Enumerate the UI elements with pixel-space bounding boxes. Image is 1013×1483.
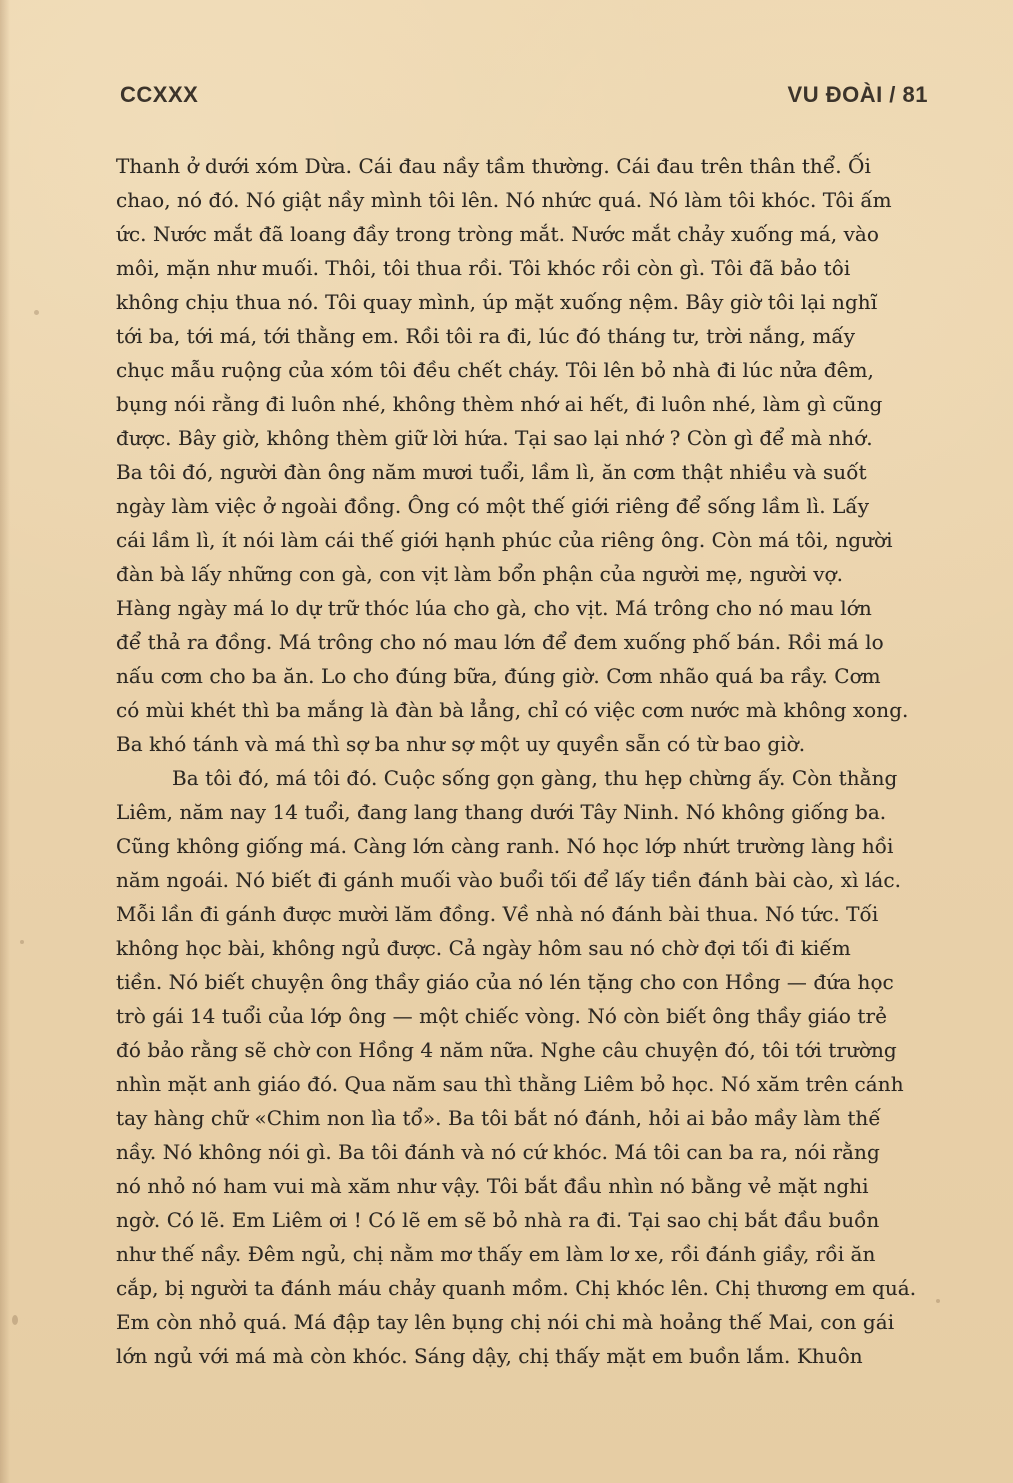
text-line: nấu cơm cho ba ăn. Lo cho đúng bữa, đúng giờ. Cơm nhão quá ba rầy. Cơm (116, 664, 881, 688)
text-line: đó bảo rằng sẽ chờ con Hồng 4 năm nữa. Nghe câu chuyện đó, tôi tới trường (116, 1038, 897, 1062)
text-line: cái lầm lì, ít nói làm cái thế giới hạnh phúc của riêng ông. Còn má tôi, người (116, 528, 893, 552)
text-line: không chịu thua nó. Tôi quay mình, úp mặt xuống nệm. Bây giờ tôi lại nghĩ (116, 290, 878, 314)
text-line: bụng nói rằng đi luôn nhé, không thèm nhớ ai hết, đi luôn nhé, làm gì cũng (116, 392, 883, 416)
text-line: tới ba, tới má, tới thằng em. Rồi tôi ra đi, lúc đó tháng tư, trời nắng, mấy (116, 324, 856, 348)
text-line: Cũng không giống má. Càng lớn càng ranh. Nó học lớp nhứt trường làng hồi (116, 834, 894, 858)
text-line: trò gái 14 tuổi của lớp ông — một chiếc vòng. Nó còn biết ông thầy giáo trẻ (116, 1004, 887, 1028)
text-line: Liêm, năm nay 14 tuổi, đang lang thang dưới Tây Ninh. Nó không giống ba. (116, 800, 887, 824)
text-line: tiền. Nó biết chuyện ông thầy giáo của nó lén tặng cho con Hồng — đứa học (116, 970, 894, 994)
text-line: được. Bây giờ, không thèm giữ lời hứa. Tại sao lại nhớ ? Còn gì để mà nhớ. (116, 426, 873, 450)
text-line: năm ngoái. Nó biết đi gánh muối vào buổi tối để lấy tiền đánh bài cào, xì lác. (116, 868, 902, 892)
text-line: đàn bà lấy những con gà, con vịt làm bổn phận của người mẹ, người vợ. (116, 562, 844, 586)
text-line: tay hàng chữ «Chim non lìa tổ». Ba tôi bắt nó đánh, hỏi ai bảo mầy làm thế (116, 1106, 881, 1130)
section-number: CCXXX (120, 82, 199, 107)
text-line: không học bài, không ngủ được. Cả ngày hôm sau nó chờ đợi tối đi kiếm (116, 936, 851, 960)
text-line: lớn ngủ với má mà còn khóc. Sáng dậy, chị thấy mặt em buồn lắm. Khuôn (116, 1344, 863, 1368)
text-line: ngờ. Có lẽ. Em Liêm ơi ! Có lẽ em sẽ bỏ nhà ra đi. Tại sao chị bắt đầu buồn (116, 1208, 880, 1232)
text-line: có mùi khét thì ba mắng là đàn bà lẳng, chỉ có việc cơm nước mà không xong. (116, 698, 909, 722)
text-line: chục mẫu ruộng của xóm tôi đều chết cháy. Tôi lên bỏ nhà đi lúc nửa đêm, (116, 358, 874, 382)
text-line: Ba tôi đó, má tôi đó. Cuộc sống gọn gàng, thu hẹp chừng ấy. Còn thằng (172, 766, 898, 790)
page-header (120, 72, 928, 112)
text-line: môi, mặn như muối. Thôi, tôi thua rồi. Tôi khóc rồi còn gì. Tôi đã bảo tôi (116, 256, 851, 280)
text-line: Mỗi lần đi gánh được mười lăm đồng. Về nhà nó đánh bài thua. Nó tức. Tối (116, 902, 879, 926)
paper-spot (34, 310, 39, 315)
text-line: Em còn nhỏ quá. Má đập tay lên bụng chị nói chi mà hoảng thế Mai, con gái (116, 1310, 895, 1334)
page-body (116, 149, 928, 1373)
text-line: như thế nầy. Đêm ngủ, chị nằm mơ thấy em làm lơ xe, rồi đánh giầy, rồi ăn (116, 1242, 876, 1266)
text-line: để thả ra đồng. Má trông cho nó mau lớn để đem xuống phố bán. Rồi má lo (116, 630, 884, 654)
text-line: nầy. Nó không nói gì. Ba tôi đánh và nó cứ khóc. Má tôi can ba ra, nói rằng (116, 1140, 880, 1164)
text-line: nhìn mặt anh giáo đó. Qua năm sau thì thằng Liêm bỏ học. Nó xăm trên cánh (116, 1072, 904, 1096)
text-line: ngày làm việc ở ngoài đồng. Ông có một thế giới riêng để sống lầm lì. Lấy (116, 494, 870, 518)
author-page-number: VU ĐOÀI / 81 (787, 82, 928, 107)
text-line: Hàng ngày má lo dự trữ thóc lúa cho gà, cho vịt. Má trông cho nó mau lớn (116, 596, 872, 620)
text-line: chao, nó đó. Nó giật nầy mình tôi lên. Nó nhức quá. Nó làm tôi khóc. Tôi ấm (116, 188, 892, 212)
text-line: cắp, bị người ta đánh máu chảy quanh mồm. Chị khóc lên. Chị thương em quá. (116, 1276, 917, 1300)
paper-spot (936, 1299, 940, 1303)
text-line: ức. Nước mắt đã loang đầy trong tròng mắt. Nước mắt chảy xuống má, vào (116, 222, 879, 246)
paper-spot (12, 1315, 18, 1325)
page-edge-shadow (0, 0, 10, 1483)
paragraph-2 (116, 761, 928, 1373)
paper-spot (20, 940, 24, 944)
text-line: nó nhỏ nó ham vui mà xăm như vậy. Tôi bắt đầu nhìn nó bằng vẻ mặt nghi (116, 1174, 869, 1198)
text-line: Thanh ở dưới xóm Dừa. Cái đau nầy tầm thường. Cái đau trên thân thể. Ối (116, 154, 871, 178)
paragraph-1 (116, 149, 928, 761)
text-line: Ba tôi đó, người đàn ông năm mươi tuổi, lầm lì, ăn cơm thật nhiều và suốt (116, 460, 867, 484)
text-line: Ba khó tánh và má thì sợ ba như sợ một uy quyền sẵn có từ bao giờ. (116, 732, 806, 756)
